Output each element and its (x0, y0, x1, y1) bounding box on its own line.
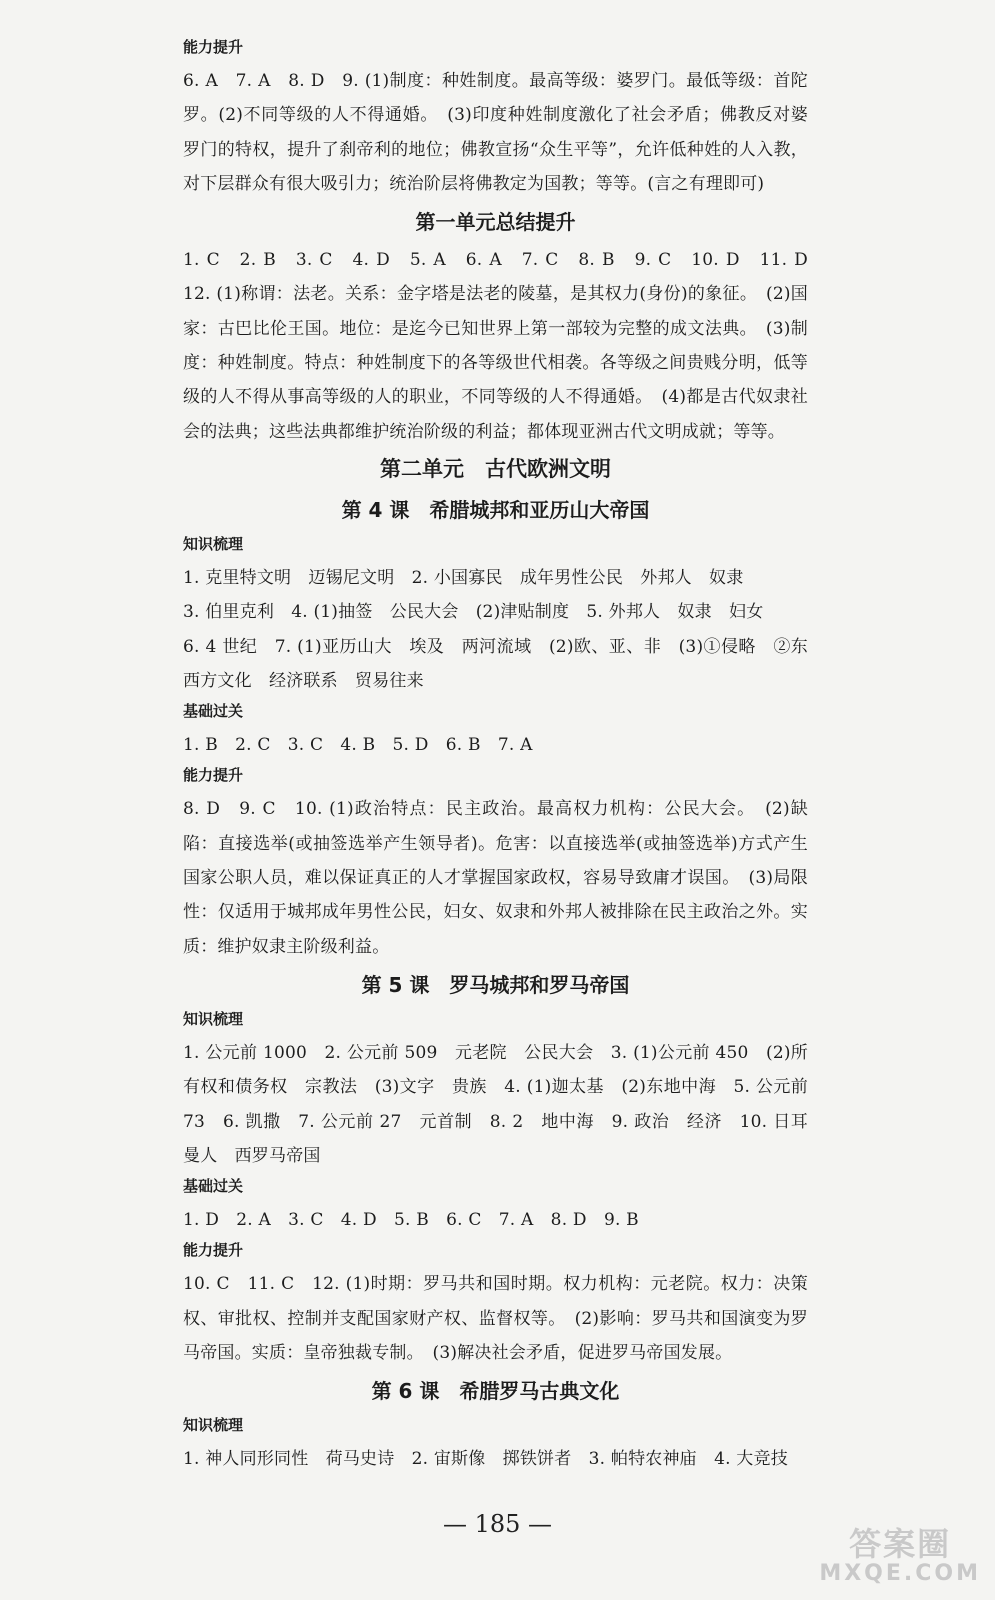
para-answers-1: 6. A 7. A 8. D 9. (1)制度：种姓制度。最高等级：婆罗门。最低等级：首陀罗。(2)不同等级的人不得通婚。 (3)印度种姓制度激化了社会矛盾；佛教反对婆罗门的特权，提升了刹帝利的地位；佛教宣扬“众生平等”，允许低种姓的人入教，对下层群众有很大吸引力；统治阶层将佛教定为国教；等等。(言之有理即可) (183, 71, 808, 194)
para-l5-knowledge: 1. 公元前 1000 2. 公元前 509 元老院 公民大会 3. (1)公元前 450 (2)所有权和债务权 宗教法 (3)文字 贵族 4. (1)迦太基 (2)东地中海 5. 公元前 73 6. 凯撒 7. 公元前 27 元首制 8. 2 地中海 9. 政治 经济 10. 日耳曼人 西罗马帝国 (183, 1042, 808, 1166)
heading-unit-2: 第二单元 古代欧洲文明 (380, 456, 611, 481)
para-l4-ability: 8. D 9. C 10. (1)政治特点：民主政治。最高权力机构：公民大会。 (2)缺陷：直接选举(或抽签选举产生领导者)。危害：以直接选举(或抽签选举)方式产生国家公职人员，难以保证真正的人才掌握国家政权，容易导致庸才误国。 (3)局限性：仅适用于城邦成年男性公民，妇女、奴隶和外邦人被排除在民主政治之外。实质：维护奴隶主阶级利益。 (183, 799, 808, 957)
answer-page (183, 34, 826, 1477)
watermark-title: 答案圈 (849, 1525, 952, 1563)
heading-lesson-6: 第 6 课 希腊罗马古典文化 (371, 1379, 620, 1404)
para-l4-k3: 6. 4 世纪 7. (1)亚历山大 埃及 两河流域 (2)欧、亚、非 (3)①侵略 ②东西方文化 经济联系 贸易往来 (183, 636, 808, 691)
para-unit1-summary: 1. C 2. B 3. C 4. D 5. A 6. A 7. C 8. B 9. C 10. D 11. D 12. (1)称谓：法老。关系：金字塔是法老的陵墓，是其权力(身份)的象征。 (2)国家：古巴比伦王国。地位：是迄今已知世界上第一部较为完整的成文法典。 (3)制度：种姓制度。特点：种姓制度下的各等级世代相袭。各等级之间贵贱分明，低等级的人不得从事高等级的人的职业，不同等级的人不得通婚。 (4)都是古代奴隶社会的法典；这些法典都维护统治阶级的利益；都体现亚洲古代文明成就；等等。 (183, 250, 826, 442)
heading-unit1-summary: 第一单元总结提升 (415, 210, 576, 235)
sub-ability-1: 能力提升 (183, 38, 244, 56)
para-l6-knowledge: 1. 神人同形同性 荷马史诗 2. 宙斯像 掷铁饼者 3. 帕特农神庙 4. 大竞技 (183, 1449, 788, 1470)
sub-knowledge-5: 知识梳理 (183, 1009, 244, 1028)
para-l5-basic: 1. D 2. A 3. C 4. D 5. B 6. C 7. A 8. D 9. B (183, 1210, 639, 1231)
sub-basic-4: 基础过关 (183, 702, 244, 721)
para-l4-basic: 1. B 2. C 3. C 4. B 5. D 6. B 7. A (183, 735, 533, 756)
para-l4-k1: 1. 克里特文明 迈锡尼文明 2. 小国寡民 成年男性公民 外邦人 奴隶 (183, 567, 744, 588)
para-l5-ability: 10. C 11. C 12. (1)时期：罗马共和国时期。权力机构：元老院。权力：决策权、审批权、控制并支配国家财产权、监督权等。 (2)影响：罗马共和国演变为罗马帝国。实质：皇帝独裁专制。 (3)解决社会矛盾，促进罗马帝国发展。 (183, 1274, 808, 1364)
para-l4-k2: 3. 伯里克利 4. (1)抽签 公民大会 (2)津贴制度 5. 外邦人 奴隶 妇女 (183, 602, 764, 623)
page-number: — 185 — (442, 1510, 553, 1538)
sub-ability-4: 能力提升 (183, 766, 244, 785)
sub-knowledge-6: 知识梳理 (183, 1416, 244, 1435)
watermark-logo (819, 1526, 981, 1586)
sub-basic-5: 基础过关 (183, 1177, 244, 1196)
sub-ability-5: 能力提升 (183, 1241, 244, 1260)
sub-knowledge-4: 知识梳理 (183, 534, 244, 553)
heading-lesson-5: 第 5 课 罗马城邦和罗马帝国 (361, 972, 630, 997)
heading-lesson-4: 第 4 课 希腊城邦和亚历山大帝国 (341, 497, 650, 522)
watermark-url: MXQE.COM (819, 1561, 981, 1586)
